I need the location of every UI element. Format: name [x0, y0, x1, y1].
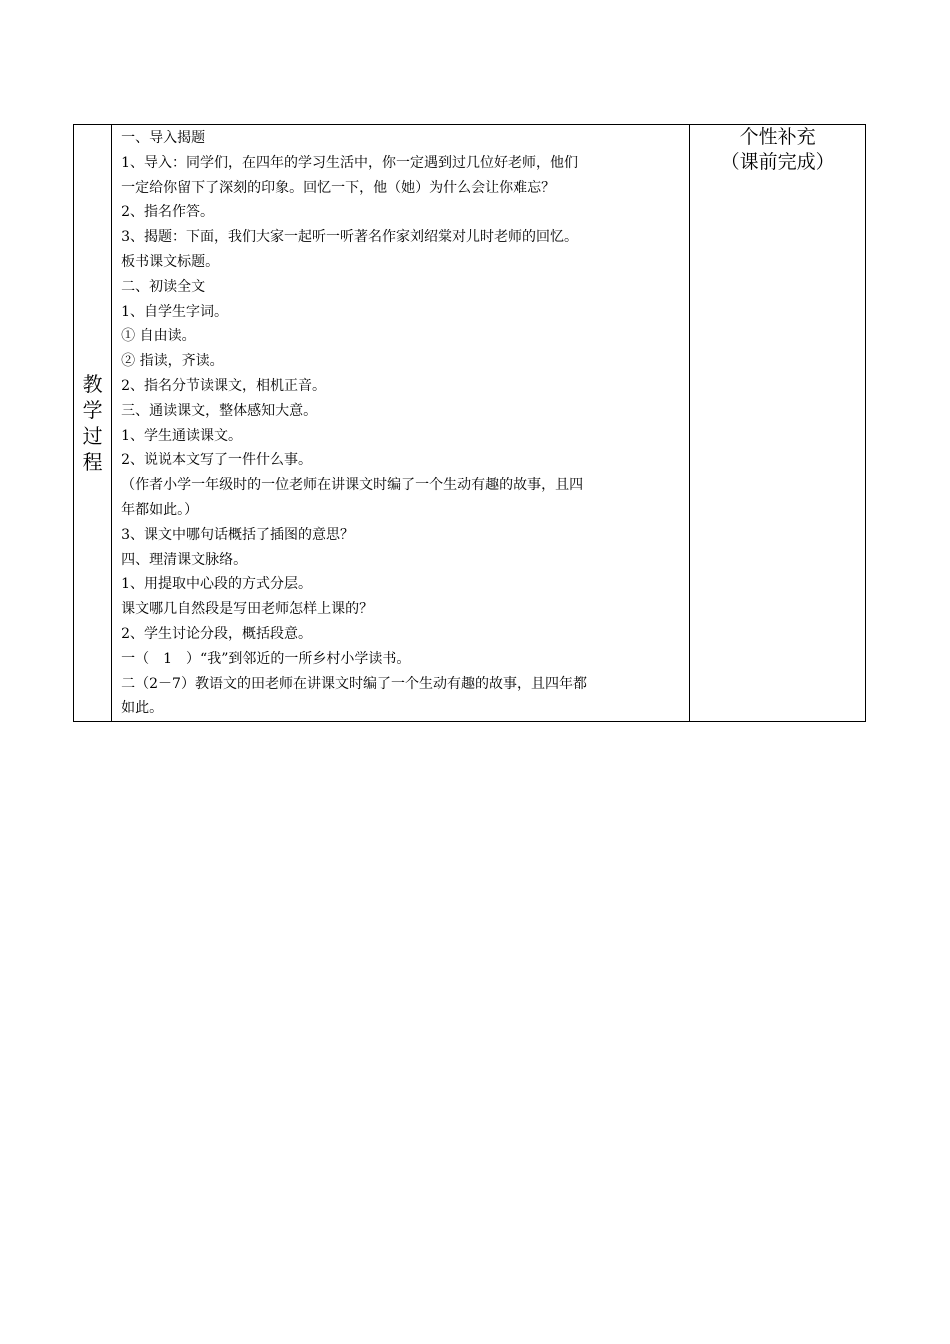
- content-line: 二（2－7）教语文的田老师在讲课文时编了一个生动有趣的故事，且四年都: [121, 675, 587, 692]
- content-line: 3、揭题：下面，我们大家一起听一听著名作家刘绍棠对儿时老师的回忆。: [121, 229, 579, 246]
- content-line: 板书课文标题。: [121, 253, 220, 270]
- content-line: 2、学生讨论分段，概括段意。: [121, 625, 313, 642]
- content-line: 一、导入揭题: [121, 130, 206, 146]
- content-line: ② 指读，齐读。: [121, 353, 224, 370]
- lesson-plan-table: [73, 124, 866, 722]
- content-line: 四、理清课文脉络。: [121, 551, 248, 568]
- content-line: 课文哪几自然段是写田老师怎样上课的？: [121, 601, 374, 618]
- teaching-process-row: [74, 125, 866, 722]
- content-line: ① 自由读。: [121, 328, 196, 345]
- content-line: 二、初读全文: [121, 278, 206, 295]
- content-line: 2、说说本文写了一件什么事。: [121, 452, 313, 469]
- teaching-content-lines: [121, 126, 685, 721]
- supplement-subtitle: （课前完成）: [720, 151, 835, 173]
- supplement-title: 个性补充: [739, 126, 816, 148]
- content-line: 一（ 1 ）“我”到邻近的一所乡村小学读书。: [121, 650, 411, 667]
- content-line: 一定给你留下了深刻的印象。回忆一下，他（她）为什么会让你难忘？: [121, 179, 556, 196]
- row-label-cell: [74, 125, 112, 722]
- content-line: 1、自学生字词。: [121, 303, 229, 320]
- content-line: 三、通读课文，整体感知大意。: [121, 402, 318, 419]
- content-line: （作者小学一年级时的一位老师在讲课文时编了一个生动有趣的故事，且四: [121, 477, 584, 494]
- content-line: 3、课文中哪句话概括了插图的意思？: [121, 526, 355, 543]
- content-line: 如此。: [121, 700, 164, 717]
- row-label: 教学过程: [82, 372, 103, 475]
- content-line: 年都如此。）: [121, 501, 199, 518]
- content-line: 2、指名分节读课文，相机正音。: [121, 377, 327, 394]
- supplement-cell: [690, 125, 866, 722]
- content-line: 1、导入：同学们，在四年的学习生活中，你一定遇到过几位好老师，他们: [121, 154, 579, 171]
- teaching-content-cell: [112, 125, 690, 722]
- content-line: 1、学生通读课文。: [121, 427, 243, 444]
- content-line: 2、指名作答。: [121, 204, 215, 221]
- content-line: 1、用提取中心段的方式分层。: [121, 576, 313, 593]
